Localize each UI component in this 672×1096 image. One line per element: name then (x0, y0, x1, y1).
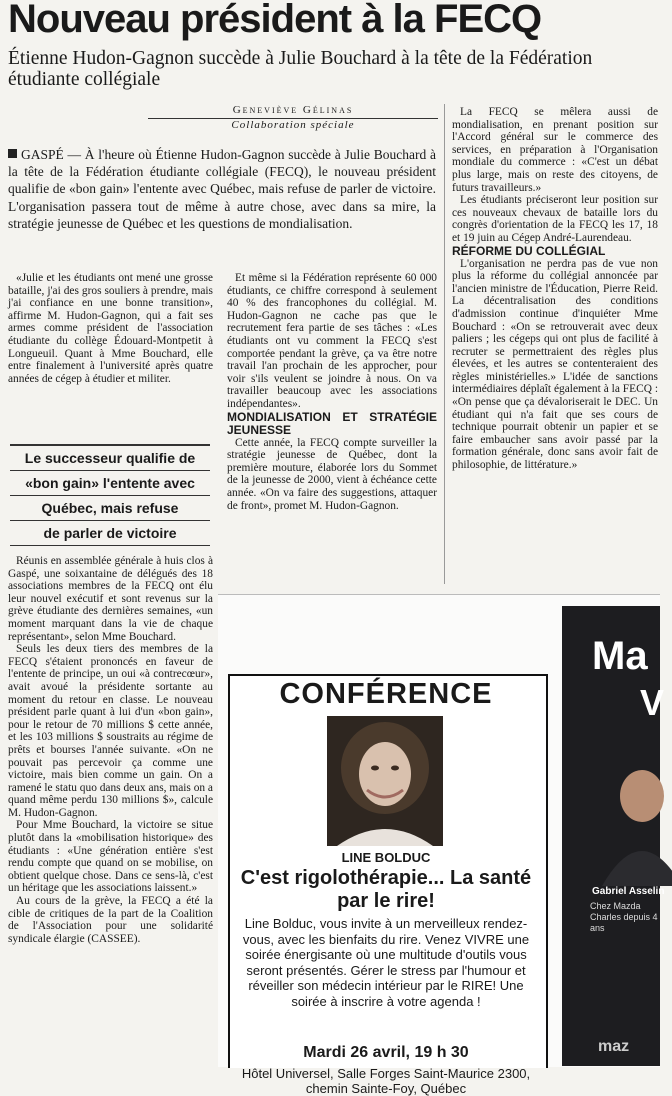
paragraph: Cette année, la FECQ compte surveiller la stratégie jeunesse de Québec, dont la première mouture, élaborée lors du Sommet de la jeunesse de 2000, vient à échéance cette année. «On va faire des suggestions, attaquer de front», promet M. Hudon-Gagnon. (227, 436, 437, 512)
column-a (8, 272, 213, 385)
lead-paragraph (8, 146, 436, 232)
speaker-portrait-icon (327, 716, 443, 846)
pull-quote-line: Québec, mais refuse (10, 496, 210, 521)
pull-quote-line: de parler de victoire (10, 521, 210, 546)
conference-venue: Hôtel Universel, Salle Forges Saint-Maurice 2300, chemin Sainte-Foy, Québec (241, 1066, 531, 1096)
paragraph: Seuls les deux tiers des membres de la FECQ s'étaient prononcés en faveur de l'entente de principe, un oui «à contrecœur», avait avoué la présidente sortante au moment du retour en classe. Le nouveau président parle quant à lui d'un «bon gain», pour le retour de 70 millions $ cette année, et les 103 millions $ soustraits au régime de prêts et bourses l'année suivante. «On ne pouvait pas percevoir ça comme une victoire, mais bien comme un gain. On a ramené le statu quo dans deux ans, mais on a quand même perdu 130 millions $», calcule M. Hudon-Gagnon. (8, 643, 213, 819)
conference-ad-title: CONFÉRENCE (279, 678, 493, 710)
mazda-logo: maz (598, 1038, 630, 1055)
paragraph: Les étudiants préciseront leur position sur ces nouveaux chevaux de bataille lors du congrès d'orientation de la FECQ les 17, 18 et 19 juin au Cégep André-Laurendeau. (452, 194, 658, 244)
conference-description: Line Bolduc, vous invite à un merveilleux rendez-vous, avec les bienfaits du rire. Venez VIVRE une soirée énergisante où une multitude d'outils vous seront présentés. Gérer le stress par l'humour et réveiller son médecin intérieur par le RIRE! Une soirée à inscrire à votre agenda ! (242, 916, 530, 1009)
author-name: Geneviève Gélinas (148, 104, 438, 119)
salesman-photo-icon (602, 756, 672, 886)
mazda-ad-heading-2: V (640, 682, 665, 723)
square-bullet-icon (8, 149, 17, 158)
pull-quote-line: «bon gain» l'entente avec (10, 471, 210, 496)
paragraph: La FECQ se mêlera aussi de mondialisation, en prenant position sur l'Accord général sur le commerce des services, en préparation à l'Organisation mondiale du commerce : «C'est un débat plus large, mais on reste des citoyens, de futurs travailleurs.» (452, 106, 658, 194)
mazda-ad-heading: Ma (592, 634, 648, 678)
byline (148, 104, 438, 132)
section-subtitle: RÉFORME DU COLLÉGIAL (452, 243, 606, 258)
paragraph: Réunis en assemblée générale à huis clos à Gaspé, une soixantaine de délégués des 18 associations membres de la FECQ ont élu leur nouvel exécutif et sont revenus sur la grève étudiante des dernières semaines, «un moment marquant dans la vie de chaque représentant», selon Mme Bouchard. (8, 555, 213, 643)
column-b (227, 272, 437, 512)
mazda-ad (562, 606, 665, 1066)
speaker-photo (327, 716, 443, 846)
conference-date: Mardi 26 avril, 19 h 30 (303, 1044, 469, 1061)
paragraph: Et même si la Fédération représente 60 000 étudiants, ce chiffre correspond à seulement 40 % des francophones du collégial. M. Hudon-Gagnon ne cache pas que le recrutement fera partie de ses tâches : «Les étudiants ont vu comment la FECQ s'est comportée pendant la grève, ça va être notre travail l'an prochain de les approcher, pour voir s'ils veulent se joindre à nous. On va travailler beaucoup avec les associations indépendantes». (227, 272, 437, 410)
speaker-name: LINE BOLDUC (341, 850, 431, 865)
salesman-detail: Chez Mazda Charles depuis 4 ans (590, 901, 658, 933)
salesman-name: Gabriel Asselin (592, 886, 665, 897)
headline: Nouveau président à la FECQ (8, 0, 542, 41)
pull-quote-line: Le successeur qualifie de (10, 444, 210, 471)
subheadline: Étienne Hudon-Gagnon succède à Julie Bouchard à la tête de la Fédération étudiante collégiale (8, 48, 593, 90)
column-a-continued (8, 555, 213, 945)
lead-text: GASPÉ — À l'heure où Étienne Hudon-Gagnon succède à Julie Bouchard à la tête de la Fédération étudiante collégiale (FECQ), le nouveau président qualifie de «bon gain» l'entente avec Québec, mais refuse de parler de victoire. L'organisation passera tout de même à autre chose, avec dans sa mire, la stratégie jeunesse de Québec et les questions de mondialisation. (8, 147, 436, 231)
author-role: Collaboration spéciale (231, 119, 355, 131)
paragraph: «Julie et les étudiants ont mené une grosse bataille, j'ai des gros souliers à prendre, mais j'ai confiance en une bonne transition», affirme M. Hudon-Gagnon, qui a fait ses armes comme président de l'association étudiante du collège Édouard-Montpetit à Longueuil. Quant à Mme Bouchard, elle entre finalement à l'université après quatre années de cégep à étudier et militer. (8, 272, 213, 385)
paragraph: Au cours de la grève, la FECQ a été la cible de critiques de la part de la Coalition de l'Association pour une solidarité syndicale élargie (CASSEE). (8, 895, 213, 945)
paragraph: L'organisation ne perdra pas de vue non plus la réforme du collégial annoncée par l'ancien ministre de l'Éducation, Pierre Reid. La décentralisation des conditions d'admission continue d'inquiéter Mme Bouchard : «On se retrouverait avec deux paliers ; les cégeps qui ont plus de facilité à recruter se permettraient des règles plus élevées, et les autres se contenteraient des règles ministérielles.» L'idée de sanctions intermédiaires déplaît également à la FECQ : «On pense que ça dévaloriserait le DEC. Un étudiant qui n'a fait que ses cours de technique pourrait obtenir un papier et se faire embaucher sans avoir passé par la formation générale, donc sans avoir fait de philosophie, de littérature.» (452, 257, 658, 472)
section-subtitle: MONDIALISATION ET STRATÉGIE JEUNESSE (227, 409, 437, 437)
column-rule (444, 104, 445, 584)
pull-quote (10, 444, 210, 546)
paragraph: Pour Mme Bouchard, la victoire se situe plutôt dans la «mobilisation historique» des étudiants : «Une génération entière s'est rendu compte que quand on se mobilise, on obtient quelque chose. Dans ce sens-là, c'est un héritage que les associations laissent.» (8, 819, 213, 895)
conference-heading: C'est rigolothérapie... La santé par le rire! (240, 867, 532, 912)
column-right (452, 106, 658, 472)
